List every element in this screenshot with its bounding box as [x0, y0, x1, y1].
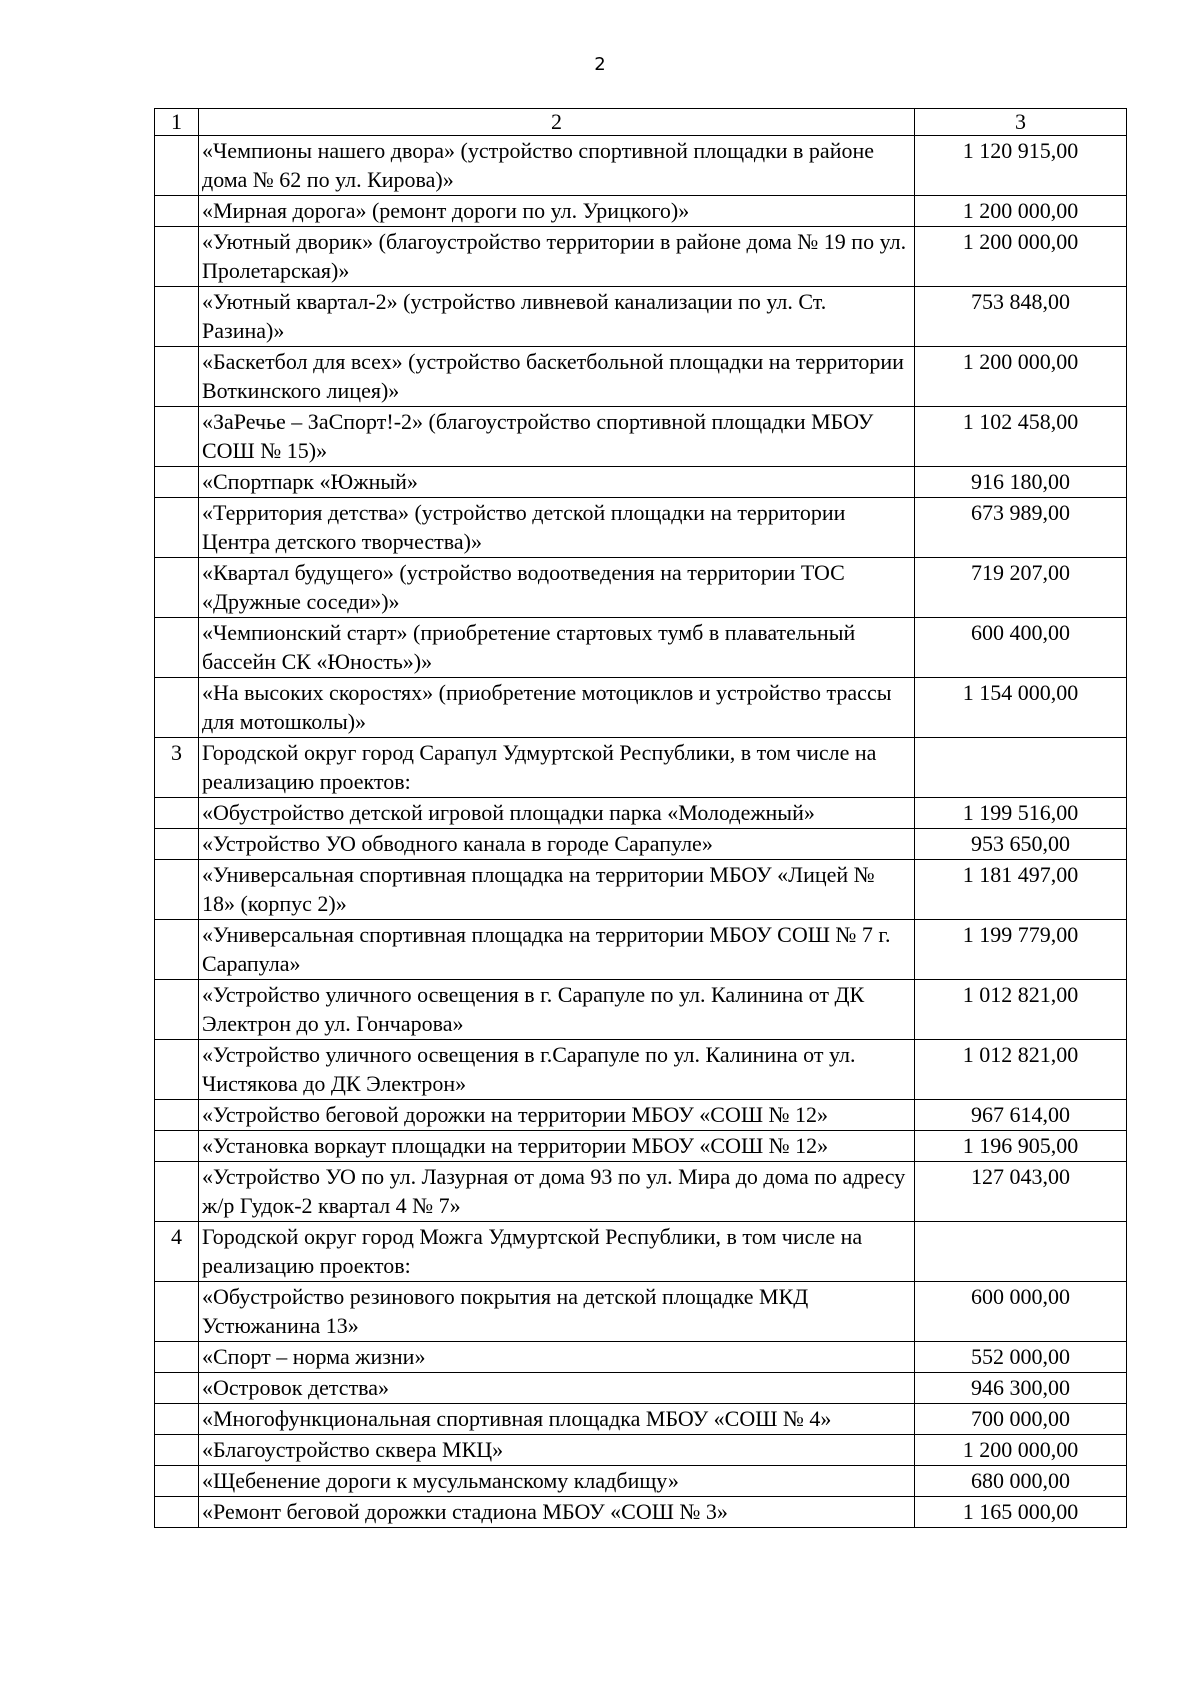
amount-cell: 1 199 516,00 — [915, 798, 1127, 829]
amount-cell: 680 000,00 — [915, 1466, 1127, 1497]
row-number-cell — [155, 829, 199, 860]
amount-cell: 1 154 000,00 — [915, 678, 1127, 738]
project-name-cell: «Универсальная спортивная площадка на территории МБОУ «Лицей № 18» (корпус 2)» — [199, 860, 915, 920]
amount-cell: 1 165 000,00 — [915, 1497, 1127, 1528]
table-row — [155, 227, 1127, 287]
table-row — [155, 1162, 1127, 1222]
table-row — [155, 1466, 1127, 1497]
budget-table — [154, 108, 1127, 1528]
row-number-cell — [155, 467, 199, 498]
amount-cell: 1 200 000,00 — [915, 347, 1127, 407]
amount-cell: 600 000,00 — [915, 1282, 1127, 1342]
project-name-cell: «Спортпарк «Южный» — [199, 467, 915, 498]
amount-cell: 700 000,00 — [915, 1404, 1127, 1435]
project-name-cell: «Спорт – норма жизни» — [199, 1342, 915, 1373]
project-name-cell: «Ремонт беговой дорожки стадиона МБОУ «СОШ № 3» — [199, 1497, 915, 1528]
row-number-cell — [155, 678, 199, 738]
row-number-cell — [155, 1404, 199, 1435]
table-row — [155, 196, 1127, 227]
project-name-cell: «Щебенение дороги к мусульманскому кладбищу» — [199, 1466, 915, 1497]
column-header-name: 2 — [199, 109, 915, 136]
project-name-cell: «Устройство уличного освещения в г.Сарапуле по ул. Калинина от ул. Чистякова до ДК Электрон» — [199, 1040, 915, 1100]
amount-cell: 946 300,00 — [915, 1373, 1127, 1404]
amount-cell: 953 650,00 — [915, 829, 1127, 860]
amount-cell: 1 200 000,00 — [915, 196, 1127, 227]
row-number-cell — [155, 1466, 199, 1497]
project-name-cell: «Универсальная спортивная площадка на территории МБОУ СОШ № 7 г. Сарапула» — [199, 920, 915, 980]
table-row — [155, 1100, 1127, 1131]
project-name-cell: «Квартал будущего» (устройство водоотведения на территории ТОС «Дружные соседи»)» — [199, 558, 915, 618]
row-number-cell — [155, 136, 199, 196]
table-row — [155, 347, 1127, 407]
table-row — [155, 287, 1127, 347]
table-row — [155, 920, 1127, 980]
project-name-cell: «Уютный квартал-2» (устройство ливневой канализации по ул. Ст. Разина)» — [199, 287, 915, 347]
row-number-cell — [155, 920, 199, 980]
row-number-cell — [155, 1373, 199, 1404]
row-number-cell — [155, 347, 199, 407]
project-name-cell: «Благоустройство сквера МКЦ» — [199, 1435, 915, 1466]
amount-cell: 1 199 779,00 — [915, 920, 1127, 980]
project-name-cell: «Островок детства» — [199, 1373, 915, 1404]
row-number-cell — [155, 1435, 199, 1466]
row-number-cell — [155, 1131, 199, 1162]
project-name-cell: «Обустройство детской игровой площадки парка «Молодежный» — [199, 798, 915, 829]
table-row — [155, 1131, 1127, 1162]
row-number-cell — [155, 980, 199, 1040]
amount-cell: 719 207,00 — [915, 558, 1127, 618]
row-number-cell — [155, 287, 199, 347]
amount-cell — [915, 1222, 1127, 1282]
amount-cell: 552 000,00 — [915, 1342, 1127, 1373]
table-row — [155, 1373, 1127, 1404]
table-row — [155, 498, 1127, 558]
table-row — [155, 618, 1127, 678]
amount-cell: 1 102 458,00 — [915, 407, 1127, 467]
table-row — [155, 798, 1127, 829]
project-name-cell: «Уютный дворик» (благоустройство территории в районе дома № 19 по ул. Пролетарская)» — [199, 227, 915, 287]
row-number-cell: 3 — [155, 738, 199, 798]
project-name-cell: «Установка воркаут площадки на территории МБОУ «СОШ № 12» — [199, 1131, 915, 1162]
table-row — [155, 1435, 1127, 1466]
row-number-cell: 4 — [155, 1222, 199, 1282]
amount-cell: 1 120 915,00 — [915, 136, 1127, 196]
table-row — [155, 829, 1127, 860]
column-header-amount: 3 — [915, 109, 1127, 136]
table-row — [155, 678, 1127, 738]
project-name-cell: «Устройство УО обводного канала в городе Сарапуле» — [199, 829, 915, 860]
row-number-cell — [155, 1040, 199, 1100]
table-row — [155, 1222, 1127, 1282]
row-number-cell — [155, 798, 199, 829]
table-row — [155, 136, 1127, 196]
row-number-cell — [155, 1497, 199, 1528]
table-row — [155, 1404, 1127, 1435]
table-row — [155, 980, 1127, 1040]
amount-cell: 967 614,00 — [915, 1100, 1127, 1131]
row-number-cell — [155, 558, 199, 618]
project-name-cell: «Устройство беговой дорожки на территории МБОУ «СОШ № 12» — [199, 1100, 915, 1131]
row-number-cell — [155, 1162, 199, 1222]
table-row — [155, 558, 1127, 618]
table-row — [155, 1282, 1127, 1342]
table-row — [155, 1497, 1127, 1528]
project-name-cell: «Устройство УО по ул. Лазурная от дома 93 по ул. Мира до дома по адресу ж/р Гудок-2 квартал 4 № 7» — [199, 1162, 915, 1222]
column-header-number: 1 — [155, 109, 199, 136]
row-number-cell — [155, 860, 199, 920]
amount-cell: 127 043,00 — [915, 1162, 1127, 1222]
table-row — [155, 467, 1127, 498]
amount-cell: 673 989,00 — [915, 498, 1127, 558]
project-name-cell: «Мирная дорога» (ремонт дороги по ул. Урицкого)» — [199, 196, 915, 227]
table-row — [155, 1040, 1127, 1100]
project-name-cell: Городской округ город Можга Удмуртской Республики, в том числе на реализацию проектов: — [199, 1222, 915, 1282]
table-header-row — [155, 109, 1127, 136]
page-number: 2 — [594, 54, 606, 75]
table-row — [155, 860, 1127, 920]
row-number-cell — [155, 1282, 199, 1342]
amount-cell: 753 848,00 — [915, 287, 1127, 347]
amount-cell: 1 012 821,00 — [915, 1040, 1127, 1100]
row-number-cell — [155, 1342, 199, 1373]
amount-cell: 600 400,00 — [915, 618, 1127, 678]
table-row — [155, 1342, 1127, 1373]
row-number-cell — [155, 618, 199, 678]
row-number-cell — [155, 227, 199, 287]
project-name-cell: «Чемпионский старт» (приобретение стартовых тумб в плавательный бассейн СК «Юность»)» — [199, 618, 915, 678]
amount-cell: 916 180,00 — [915, 467, 1127, 498]
amount-cell: 1 200 000,00 — [915, 1435, 1127, 1466]
amount-cell: 1 181 497,00 — [915, 860, 1127, 920]
table-body — [155, 136, 1127, 1528]
table-row — [155, 407, 1127, 467]
project-name-cell: «Обустройство резинового покрытия на детской площадке МКД Устюжанина 13» — [199, 1282, 915, 1342]
amount-cell: 1 012 821,00 — [915, 980, 1127, 1040]
project-name-cell: «На высоких скоростях» (приобретение мотоциклов и устройство трассы для мотошколы)» — [199, 678, 915, 738]
amount-cell: 1 200 000,00 — [915, 227, 1127, 287]
project-name-cell: «ЗаРечье – ЗаСпорт!-2» (благоустройство спортивной площадки МБОУ СОШ № 15)» — [199, 407, 915, 467]
amount-cell — [915, 738, 1127, 798]
row-number-cell — [155, 498, 199, 558]
project-name-cell: «Многофункциональная спортивная площадка МБОУ «СОШ № 4» — [199, 1404, 915, 1435]
project-name-cell: «Чемпионы нашего двора» (устройство спортивной площадки в районе дома № 62 по ул. Кирова)» — [199, 136, 915, 196]
project-name-cell: «Устройство уличного освещения в г. Сарапуле по ул. Калинина от ДК Электрон до ул. Гончарова» — [199, 980, 915, 1040]
row-number-cell — [155, 1100, 199, 1131]
project-name-cell: Городской округ город Сарапул Удмуртской Республики, в том числе на реализацию проектов: — [199, 738, 915, 798]
project-name-cell: «Баскетбол для всех» (устройство баскетбольной площадки на территории Воткинского лицея)» — [199, 347, 915, 407]
project-name-cell: «Территория детства» (устройство детской площадки на территории Центра детского творчества)» — [199, 498, 915, 558]
row-number-cell — [155, 407, 199, 467]
table-row — [155, 738, 1127, 798]
amount-cell: 1 196 905,00 — [915, 1131, 1127, 1162]
row-number-cell — [155, 196, 199, 227]
